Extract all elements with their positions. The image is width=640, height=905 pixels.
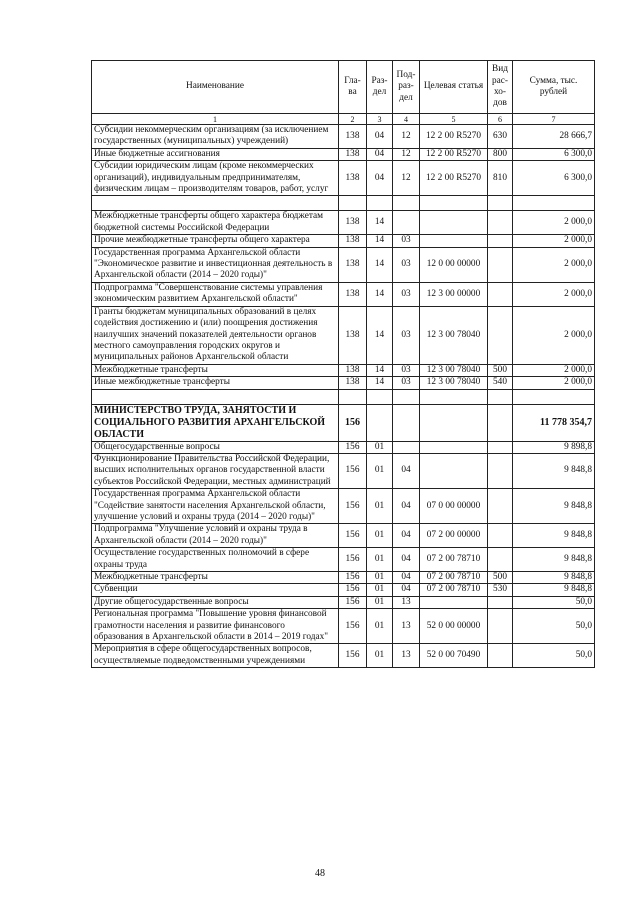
- table-row: [92, 644, 595, 668]
- cell-sum: [513, 389, 595, 404]
- cell-expense: [488, 441, 513, 453]
- cell-sum: 9 848,8: [513, 572, 595, 584]
- cell-section: 01: [367, 489, 393, 524]
- cell-section: 04: [367, 161, 393, 196]
- cell-target: 12 3 00 78040: [420, 306, 488, 364]
- cell-chapter: 156: [339, 489, 367, 524]
- cell-subsection: 03: [393, 364, 420, 376]
- cell-subsection: 12: [393, 148, 420, 160]
- table-row: [92, 489, 595, 524]
- cell-chapter: 156: [339, 596, 367, 608]
- cell-section: 01: [367, 524, 393, 548]
- cell-subsection: 04: [393, 524, 420, 548]
- cell-target: [420, 235, 488, 247]
- cell-sum: 28 666,7: [513, 125, 595, 149]
- table-row: [92, 609, 595, 644]
- cell-sum: [513, 196, 595, 211]
- cell-chapter: 156: [339, 441, 367, 453]
- cell-name: Подпрограмма "Совершенствование системы управления экономическим развитием Архангельской области": [92, 282, 339, 306]
- cell-chapter: 156: [339, 548, 367, 572]
- cell-chapter: 138: [339, 148, 367, 160]
- cell-name: МИНИСТЕРСТВО ТРУДА, ЗАНЯТОСТИ И СОЦИАЛЬНОГО РАЗВИТИЯ АРХАНГЕЛЬСКОЙ ОБЛАСТИ: [92, 404, 339, 441]
- header-target: Целевая статья: [420, 61, 488, 114]
- cell-target: 12 2 00 R5270: [420, 161, 488, 196]
- cell-expense: [488, 211, 513, 235]
- cell-section: 14: [367, 306, 393, 364]
- cell-section: 01: [367, 609, 393, 644]
- cell-sum: 9 848,8: [513, 548, 595, 572]
- page-number: 48: [315, 868, 325, 879]
- header-name: Наименование: [92, 61, 339, 114]
- cell-section: 14: [367, 282, 393, 306]
- header-subsection: Под-раз-дел: [393, 61, 420, 114]
- cell-target: [420, 596, 488, 608]
- cell-target: [420, 211, 488, 235]
- cell-chapter: [339, 196, 367, 211]
- header-chapter: Гла-ва: [339, 61, 367, 114]
- cell-sum: 9 848,8: [513, 453, 595, 488]
- cell-subsection: 03: [393, 306, 420, 364]
- cell-chapter: 138: [339, 247, 367, 282]
- cell-section: 04: [367, 148, 393, 160]
- table-spacer-row: [92, 196, 595, 211]
- cell-target: 07 0 00 00000: [420, 489, 488, 524]
- cell-sum: 2 000,0: [513, 377, 595, 389]
- cell-subsection: 04: [393, 548, 420, 572]
- cell-expense: [488, 489, 513, 524]
- cell-target: 52 0 00 70490: [420, 644, 488, 668]
- cell-chapter: 156: [339, 404, 367, 441]
- cell-name: Общегосударственные вопросы: [92, 441, 339, 453]
- cell-sum: 50,0: [513, 644, 595, 668]
- cell-target: [420, 441, 488, 453]
- cell-chapter: 138: [339, 125, 367, 149]
- cell-target: 12 3 00 00000: [420, 282, 488, 306]
- cell-expense: [488, 404, 513, 441]
- cell-target: 12 2 00 R5270: [420, 148, 488, 160]
- cell-section: 01: [367, 548, 393, 572]
- cell-sum: 6 300,0: [513, 148, 595, 160]
- table-row: [92, 247, 595, 282]
- cell-target: 07 2 00 00000: [420, 524, 488, 548]
- table-body: [92, 125, 595, 668]
- cell-sum: 2 000,0: [513, 306, 595, 364]
- header-sum: Сумма, тыс. рублей: [513, 61, 595, 114]
- cell-name: Государственная программа Архангельской области "Содействие занятости населения Архангельской области, улучшение условий и охраны труда (2014 – 2020 годы)": [92, 489, 339, 524]
- cell-subsection: 12: [393, 125, 420, 149]
- cell-expense: [488, 282, 513, 306]
- cell-expense: 500: [488, 364, 513, 376]
- cell-chapter: 156: [339, 572, 367, 584]
- cell-section: 14: [367, 364, 393, 376]
- cell-section: 01: [367, 572, 393, 584]
- cell-name: Межбюджетные трансферты общего характера бюджетам бюджетной системы Российской Федерации: [92, 211, 339, 235]
- cell-subsection: 12: [393, 161, 420, 196]
- cell-name: Межбюджетные трансферты: [92, 364, 339, 376]
- cell-sum: 9 848,8: [513, 524, 595, 548]
- cell-expense: [488, 548, 513, 572]
- cell-sum: 2 000,0: [513, 282, 595, 306]
- cell-chapter: 138: [339, 211, 367, 235]
- cell-expense: [488, 196, 513, 211]
- table-row: [92, 306, 595, 364]
- cell-name: Межбюджетные трансферты: [92, 572, 339, 584]
- table-row: [92, 125, 595, 149]
- cell-subsection: 03: [393, 377, 420, 389]
- cell-subsection: [393, 196, 420, 211]
- table-row: [92, 596, 595, 608]
- cell-chapter: 138: [339, 282, 367, 306]
- cell-target: 12 2 00 R5270: [420, 125, 488, 149]
- table-header-row: [92, 61, 595, 114]
- cell-section: [367, 196, 393, 211]
- table-row: [92, 404, 595, 441]
- cell-subsection: [393, 389, 420, 404]
- table-spacer-row: [92, 389, 595, 404]
- cell-subsection: [393, 404, 420, 441]
- cell-subsection: 13: [393, 596, 420, 608]
- cell-target: 12 0 00 00000: [420, 247, 488, 282]
- cell-sum: 50,0: [513, 609, 595, 644]
- cell-section: 01: [367, 596, 393, 608]
- cell-name: Региональная программа "Повышение уровня финансовой грамотности населения и развитие финансового образования в Архангельской области в 2014 – 2019 годах": [92, 609, 339, 644]
- cell-target: 07 2 00 78710: [420, 548, 488, 572]
- cell-section: [367, 404, 393, 441]
- column-number: 7: [513, 114, 595, 125]
- cell-expense: [488, 247, 513, 282]
- cell-sum: 9 848,8: [513, 584, 595, 596]
- table-row: [92, 572, 595, 584]
- cell-expense: [488, 389, 513, 404]
- cell-section: 01: [367, 584, 393, 596]
- table-row: [92, 453, 595, 488]
- cell-chapter: 138: [339, 377, 367, 389]
- cell-sum: 9 898,8: [513, 441, 595, 453]
- cell-name: Другие общегосударственные вопросы: [92, 596, 339, 608]
- cell-section: 14: [367, 211, 393, 235]
- cell-section: 01: [367, 453, 393, 488]
- cell-sum: 9 848,8: [513, 489, 595, 524]
- cell-target: [420, 404, 488, 441]
- cell-sum: 2 000,0: [513, 211, 595, 235]
- table-row: [92, 441, 595, 453]
- cell-name: Подпрограмма "Улучшение условий и охраны труда в Архангельской области (2014 – 2020 годы)": [92, 524, 339, 548]
- header-expense: Вид рас-хо-дов: [488, 61, 513, 114]
- cell-name: Функционирование Правительства Российской Федерации, высших исполнительных органов государственной власти субъектов Российской Федерации, местных администраций: [92, 453, 339, 488]
- cell-subsection: 04: [393, 572, 420, 584]
- cell-subsection: 03: [393, 247, 420, 282]
- cell-expense: [488, 235, 513, 247]
- cell-name: Субсидии некоммерческим организациям (за исключением государственных (муниципальных) учреждений): [92, 125, 339, 149]
- cell-name: [92, 389, 339, 404]
- cell-subsection: 03: [393, 235, 420, 247]
- cell-expense: [488, 644, 513, 668]
- cell-expense: 500: [488, 572, 513, 584]
- column-number: 5: [420, 114, 488, 125]
- cell-sum: 6 300,0: [513, 161, 595, 196]
- cell-chapter: [339, 389, 367, 404]
- cell-target: 07 2 00 78710: [420, 572, 488, 584]
- cell-sum: 11 778 354,7: [513, 404, 595, 441]
- cell-chapter: 156: [339, 453, 367, 488]
- header-section: Раз-дел: [367, 61, 393, 114]
- cell-subsection: [393, 211, 420, 235]
- cell-name: [92, 196, 339, 211]
- cell-chapter: 156: [339, 524, 367, 548]
- column-number: 2: [339, 114, 367, 125]
- cell-name: Гранты бюджетам муниципальных образований в целях содействия достижению и (или) поощрения достижения наилучших значений показателей деятельности органов местного самоуправления городских округов и муниципальных районов Архангельской области: [92, 306, 339, 364]
- cell-section: 04: [367, 125, 393, 149]
- table-row: [92, 364, 595, 376]
- cell-target: [420, 389, 488, 404]
- cell-name: Мероприятия в сфере общегосударственных вопросов, осуществляемые подведомственными учреждениями: [92, 644, 339, 668]
- cell-target: 12 3 00 78040: [420, 377, 488, 389]
- cell-target: 07 2 00 78710: [420, 584, 488, 596]
- cell-subsection: 04: [393, 489, 420, 524]
- cell-subsection: 13: [393, 609, 420, 644]
- cell-section: 01: [367, 441, 393, 453]
- cell-chapter: 138: [339, 364, 367, 376]
- cell-name: Субсидии юридическим лицам (кроме некоммерческих организаций), индивидуальным предпринимателям, физическим лицам – производителям товаров, работ, услуг: [92, 161, 339, 196]
- cell-target: 52 0 00 00000: [420, 609, 488, 644]
- cell-chapter: 138: [339, 235, 367, 247]
- table-row: [92, 148, 595, 160]
- cell-subsection: [393, 441, 420, 453]
- column-number: 6: [488, 114, 513, 125]
- cell-section: 01: [367, 644, 393, 668]
- cell-name: Иные бюджетные ассигнования: [92, 148, 339, 160]
- budget-table: [91, 60, 595, 668]
- column-number-row: [92, 114, 595, 125]
- cell-expense: [488, 596, 513, 608]
- cell-expense: 630: [488, 125, 513, 149]
- cell-expense: [488, 524, 513, 548]
- cell-subsection: 04: [393, 584, 420, 596]
- cell-section: 14: [367, 247, 393, 282]
- table-row: [92, 235, 595, 247]
- cell-expense: 530: [488, 584, 513, 596]
- cell-subsection: 13: [393, 644, 420, 668]
- cell-chapter: 138: [339, 306, 367, 364]
- cell-expense: [488, 306, 513, 364]
- column-number: 3: [367, 114, 393, 125]
- cell-expense: 800: [488, 148, 513, 160]
- cell-chapter: 138: [339, 161, 367, 196]
- cell-expense: 810: [488, 161, 513, 196]
- column-number: 4: [393, 114, 420, 125]
- cell-expense: 540: [488, 377, 513, 389]
- table-row: [92, 377, 595, 389]
- cell-name: Государственная программа Архангельской области "Экономическое развитие и инвестиционная деятельность в Архангельской области (2014 – 2020 годы)": [92, 247, 339, 282]
- cell-subsection: 04: [393, 453, 420, 488]
- table-row: [92, 282, 595, 306]
- cell-name: Осуществление государственных полномочий в сфере охраны труда: [92, 548, 339, 572]
- cell-name: Иные межбюджетные трансферты: [92, 377, 339, 389]
- cell-target: [420, 453, 488, 488]
- table-row: [92, 211, 595, 235]
- cell-expense: [488, 609, 513, 644]
- cell-section: 14: [367, 235, 393, 247]
- table-row: [92, 161, 595, 196]
- cell-chapter: 156: [339, 644, 367, 668]
- cell-sum: 2 000,0: [513, 364, 595, 376]
- table-row: [92, 524, 595, 548]
- cell-target: 12 3 00 78040: [420, 364, 488, 376]
- cell-sum: 2 000,0: [513, 247, 595, 282]
- cell-expense: [488, 453, 513, 488]
- cell-chapter: 156: [339, 584, 367, 596]
- cell-chapter: 156: [339, 609, 367, 644]
- cell-target: [420, 196, 488, 211]
- cell-name: Прочие межбюджетные трансферты общего характера: [92, 235, 339, 247]
- table-row: [92, 584, 595, 596]
- column-number: 1: [92, 114, 339, 125]
- cell-section: [367, 389, 393, 404]
- cell-sum: 50,0: [513, 596, 595, 608]
- cell-sum: 2 000,0: [513, 235, 595, 247]
- table-row: [92, 548, 595, 572]
- cell-name: Субвенции: [92, 584, 339, 596]
- cell-subsection: 03: [393, 282, 420, 306]
- cell-section: 14: [367, 377, 393, 389]
